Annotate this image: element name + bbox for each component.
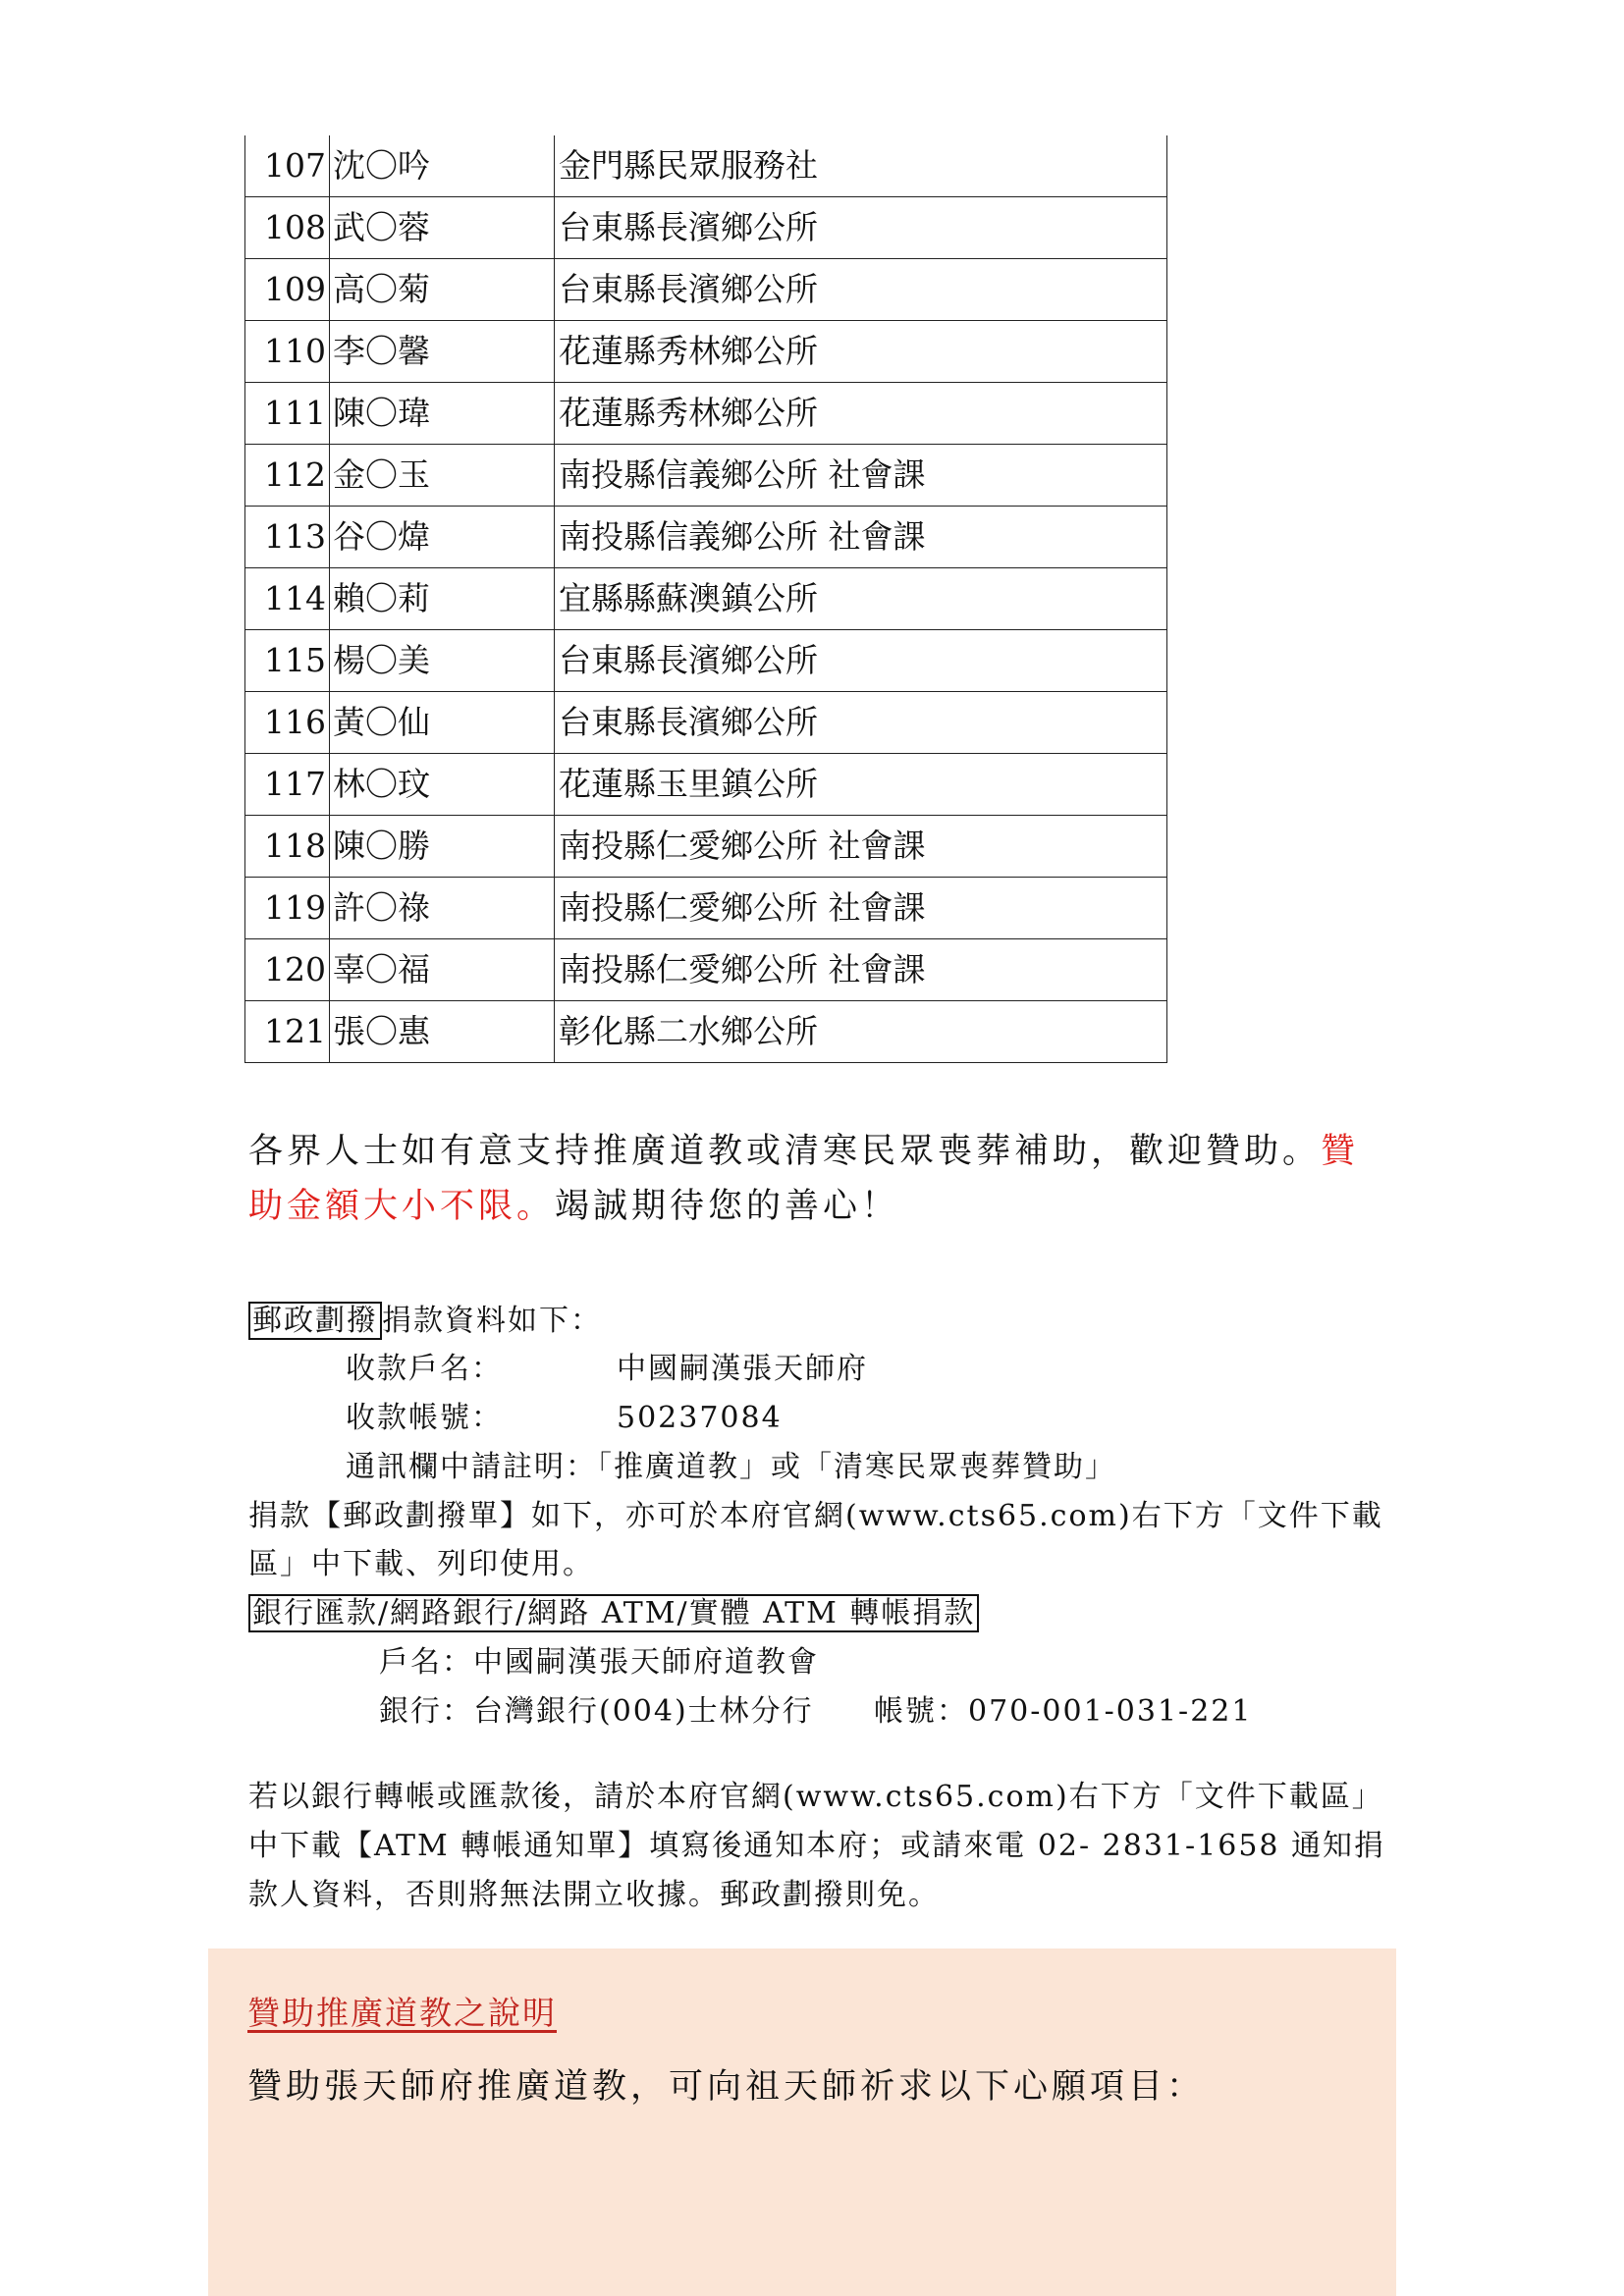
sponsor-panel <box>208 1949 1396 2296</box>
notice-line-1: 若以銀行轉帳或匯款後，請於本府官網(www.cts65.com)右下方「文件下載區」 <box>248 1780 1383 1814</box>
row-organization: 南投縣信義鄉公所 社會課 <box>555 445 1167 507</box>
row-number: 114 <box>245 568 330 630</box>
table-row <box>245 135 1167 197</box>
row-organization: 金門縣民眾服務社 <box>555 135 1167 197</box>
row-name: 辜〇福 <box>330 939 555 1001</box>
row-number: 109 <box>245 259 330 321</box>
row-name: 高〇菊 <box>330 259 555 321</box>
row-organization: 花蓮縣秀林鄉公所 <box>555 383 1167 445</box>
account-label: 收款帳號： <box>346 1401 503 1435</box>
sponsor-text: 贊助張天師府推廣道教，可向祖天師祈求以下心願項目： <box>247 2067 1206 2107</box>
appeal-main: 各界人士如有意支持推廣道教或清寒民眾喪葬補助，歡迎贊助。 <box>248 1132 1322 1171</box>
table-row <box>245 754 1167 816</box>
row-name: 楊〇美 <box>330 630 555 692</box>
table-row <box>245 630 1167 692</box>
row-number: 113 <box>245 507 330 568</box>
memo-line: 通訊欄中請註明：「推廣道教」或「清寒民眾喪葬贊助」 <box>346 1450 1116 1484</box>
row-number: 118 <box>245 816 330 878</box>
row-organization: 宜縣縣蘇澳鎮公所 <box>555 568 1167 630</box>
row-organization: 彰化縣二水鄉公所 <box>555 1001 1167 1063</box>
row-organization: 台東縣長濱鄉公所 <box>555 259 1167 321</box>
postal-heading-boxed: 郵政劃撥 <box>248 1302 382 1340</box>
account-value: 50237084 <box>617 1401 783 1435</box>
appeal-highlight: 贊助金額大小不限。 <box>248 1132 1360 1226</box>
table-row <box>245 692 1167 754</box>
table-row <box>245 816 1167 878</box>
row-number: 112 <box>245 445 330 507</box>
row-organization: 花蓮縣秀林鄉公所 <box>555 321 1167 383</box>
table-row <box>245 197 1167 259</box>
table-row <box>245 568 1167 630</box>
form-line-2: 區」中下載、列印使用。 <box>248 1547 594 1581</box>
row-number: 110 <box>245 321 330 383</box>
bank-account: 帳號：070-001-031-221 <box>874 1694 1253 1729</box>
table-row <box>245 939 1167 1001</box>
recipient-table <box>244 135 1167 1063</box>
payee-value: 中國嗣漢張天師府 <box>617 1352 868 1386</box>
form-line-1: 捐款【郵政劃撥單】如下，亦可於本府官網(www.cts65.com)右下方「文件下載 <box>248 1499 1383 1533</box>
row-number: 120 <box>245 939 330 1001</box>
row-organization: 南投縣仁愛鄉公所 社會課 <box>555 816 1167 878</box>
notice-line-2: 中下載【ATM 轉帳通知單】填寫後通知本府；或請來電 02- 2831-1658 通知捐 <box>248 1829 1386 1863</box>
row-organization: 南投縣仁愛鄉公所 社會課 <box>555 878 1167 939</box>
row-name: 武〇蓉 <box>330 197 555 259</box>
recipient-table-body <box>245 135 1167 1063</box>
row-name: 賴〇莉 <box>330 568 555 630</box>
bank-heading-boxed: 銀行匯款/網路銀行/網路 ATM/實體 ATM 轉帳捐款 <box>248 1594 979 1632</box>
row-name: 黃〇仙 <box>330 692 555 754</box>
postal-heading <box>248 1298 602 1345</box>
notice-line-3: 款人資料，否則將無法開立收據。郵政劃撥則免。 <box>248 1878 940 1912</box>
appeal-tail: 竭誠期待您的善心！ <box>555 1187 900 1226</box>
row-name: 沈〇吟 <box>330 135 555 197</box>
bank-branch: 銀行：台灣銀行(004)士林分行 <box>379 1694 814 1729</box>
table-row <box>245 259 1167 321</box>
row-number: 119 <box>245 878 330 939</box>
row-name: 陳〇瑋 <box>330 383 555 445</box>
row-name: 李〇馨 <box>330 321 555 383</box>
row-organization: 南投縣信義鄉公所 社會課 <box>555 507 1167 568</box>
row-name: 陳〇勝 <box>330 816 555 878</box>
row-name: 林〇玟 <box>330 754 555 816</box>
row-name: 谷〇煒 <box>330 507 555 568</box>
row-organization: 花蓮縣玉里鎮公所 <box>555 754 1167 816</box>
table-row <box>245 321 1167 383</box>
bank-holder: 戶名：中國嗣漢張天師府道教會 <box>379 1645 819 1680</box>
row-number: 115 <box>245 630 330 692</box>
bank-heading <box>248 1590 979 1637</box>
row-number: 111 <box>245 383 330 445</box>
row-name: 金〇玉 <box>330 445 555 507</box>
row-number: 108 <box>245 197 330 259</box>
table-row <box>245 507 1167 568</box>
payee-label: 收款戶名： <box>346 1352 503 1386</box>
appeal-paragraph <box>248 1124 1387 1234</box>
table-row <box>245 878 1167 939</box>
row-name: 張〇惠 <box>330 1001 555 1063</box>
row-organization: 台東縣長濱鄉公所 <box>555 692 1167 754</box>
row-number: 121 <box>245 1001 330 1063</box>
sponsor-title: 贊助推廣道教之說明 <box>247 1994 557 2032</box>
table-row <box>245 1001 1167 1063</box>
row-number: 107 <box>245 135 330 197</box>
row-organization: 台東縣長濱鄉公所 <box>555 197 1167 259</box>
table-row <box>245 383 1167 445</box>
row-organization: 南投縣仁愛鄉公所 社會課 <box>555 939 1167 1001</box>
row-number: 116 <box>245 692 330 754</box>
postal-heading-rest: 捐款資料如下： <box>382 1304 602 1338</box>
row-number: 117 <box>245 754 330 816</box>
row-organization: 台東縣長濱鄉公所 <box>555 630 1167 692</box>
row-name: 許〇祿 <box>330 878 555 939</box>
table-row <box>245 445 1167 507</box>
